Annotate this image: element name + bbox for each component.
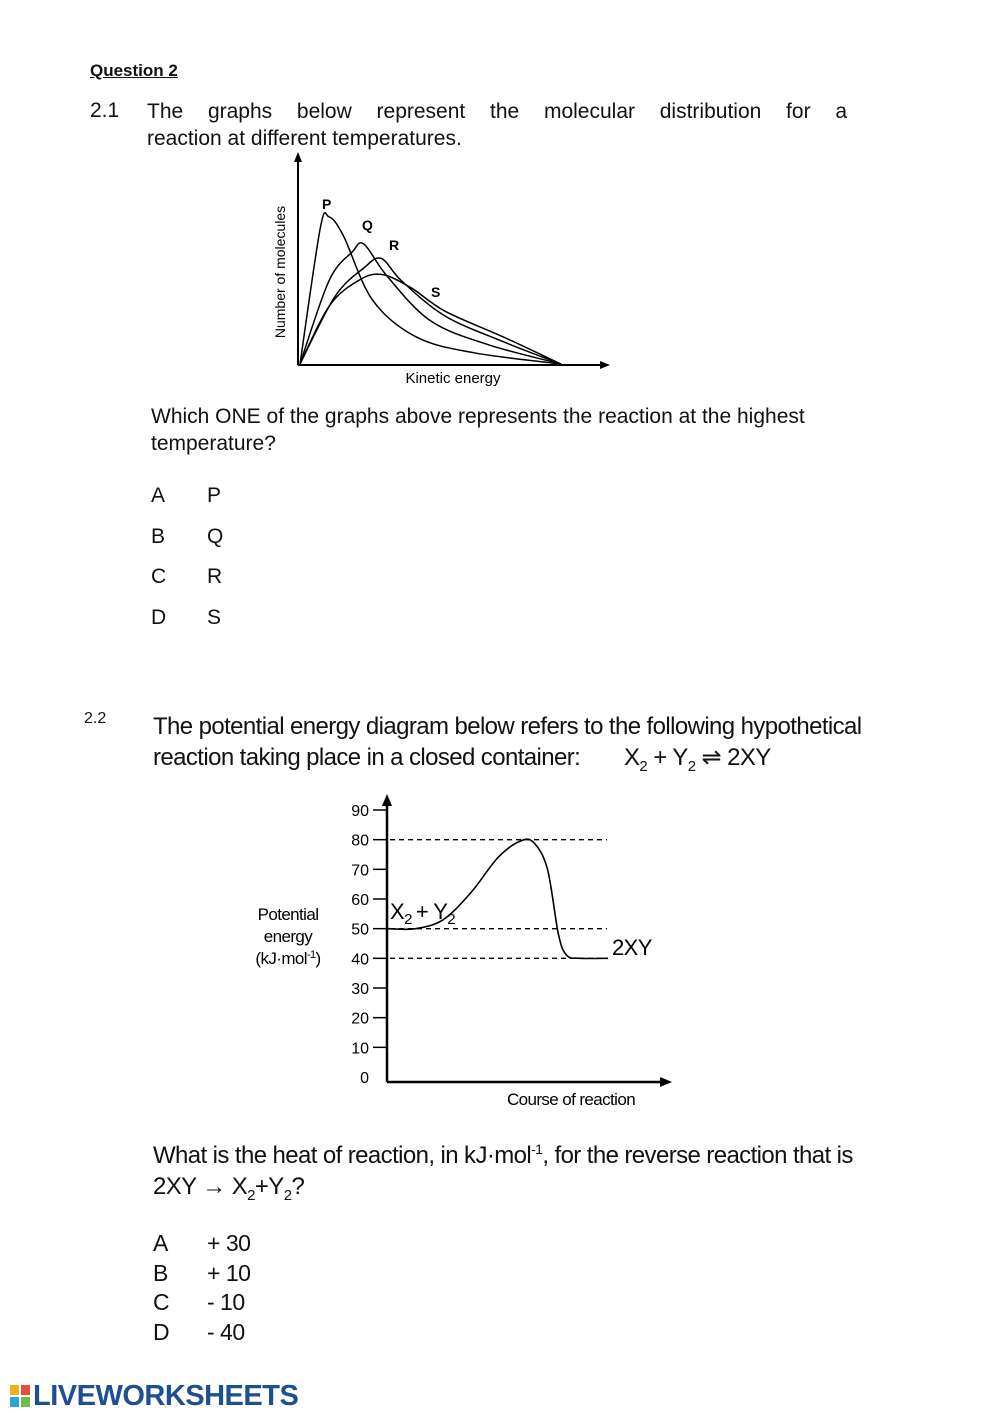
question-2-1-line2: reaction at different temperatures.	[147, 127, 462, 150]
eq-sub1: 2	[639, 757, 648, 775]
pe-y-tick-label: 70	[351, 862, 369, 880]
reverse-plus-y: +Y	[254, 1173, 284, 1200]
question-heading: Question 2	[90, 61, 178, 80]
reverse-sub1: 2	[247, 1186, 255, 1204]
question-2-1-number: 2.1	[90, 99, 120, 122]
potential-energy-chart	[245, 790, 685, 1115]
option-2-2-c[interactable]	[153, 1289, 245, 1316]
eq-product: 2XY	[727, 744, 771, 771]
pe-y-label-line2: energy	[263, 927, 313, 946]
equilibrium-arrow-icon: ⇌	[701, 744, 722, 771]
question-2-2-line1: The potential energy diagram below refers to the following hypothetical	[153, 713, 862, 740]
pe-y-tick-label: 90	[351, 803, 369, 820]
pe-y-tick-label: 50	[351, 921, 369, 939]
option-text: - 40	[207, 1319, 245, 1345]
logo-mark-icon	[10, 1385, 30, 1407]
option-text: - 10	[207, 1289, 245, 1315]
pe-product-label: 2XY	[612, 935, 652, 960]
reaction-equation	[624, 743, 771, 775]
option-2-1-c[interactable]	[151, 565, 222, 589]
curve-label-s: S	[431, 284, 441, 300]
option-letter: C	[151, 565, 167, 588]
option-2-2-d[interactable]	[153, 1319, 245, 1346]
eq-x: X	[624, 744, 640, 771]
option-2-2-b[interactable]	[153, 1260, 250, 1287]
curve-label-p: P	[322, 196, 332, 212]
option-2-2-a[interactable]	[153, 1230, 250, 1257]
option-2-1-d[interactable]	[151, 606, 221, 630]
pe-y-tick-label: 10	[351, 1040, 369, 1058]
question-2-2-line2: reaction taking place in a closed container:	[153, 744, 581, 771]
question-2-1-prompt-line1: Which ONE of the graphs above represents the reaction at the highest	[151, 405, 805, 428]
option-letter: C	[153, 1289, 170, 1315]
pe-x-arrow	[660, 1077, 672, 1087]
pe-y-tick-label: 0	[360, 1070, 369, 1087]
distribution-chart	[260, 150, 630, 390]
option-letter: A	[151, 484, 166, 507]
prompt-superscript: -1	[531, 1141, 543, 1157]
option-text: S	[207, 606, 222, 629]
option-letter: D	[151, 606, 167, 629]
prompt-part1: What is the heat of reaction, in kJ·mol	[153, 1142, 532, 1169]
distribution-y-label: Number of molecules	[272, 205, 288, 339]
pe-y-tick-label: 60	[351, 892, 369, 909]
question-2-2-prompt-line2	[153, 1173, 304, 1204]
option-2-1-a[interactable]	[151, 484, 221, 508]
liveworksheets-logo[interactable]	[10, 1380, 298, 1413]
pe-y-tick-label: 30	[351, 981, 369, 998]
reverse-sub2: 2	[283, 1186, 292, 1204]
option-text: + 30	[207, 1230, 251, 1256]
right-arrow-icon: →	[202, 1173, 226, 1200]
option-letter: B	[153, 1260, 168, 1286]
prompt-part2: , for the reverse reaction that is	[542, 1142, 853, 1169]
option-text: + 10	[207, 1260, 251, 1286]
question-2-2-prompt-line1	[153, 1141, 853, 1170]
distribution-curve-r	[300, 258, 561, 364]
curve-label-q: Q	[362, 217, 373, 233]
curve-label-r: R	[389, 237, 400, 253]
pe-y-label-line3: (kJ·mol$^{-1}$)	[255, 949, 321, 968]
pe-y-tick-label: 20	[351, 1010, 369, 1028]
eq-sub2: 2	[687, 757, 696, 775]
option-text: P	[207, 484, 222, 507]
pe-y-tick-label: 80	[351, 832, 369, 850]
pe-y-tick-label: 40	[351, 951, 369, 969]
question-2-1-prompt-line2: temperature?	[151, 432, 276, 455]
reverse-question-mark: ?	[291, 1173, 305, 1200]
option-text: R	[207, 565, 223, 588]
eq-plus-y: + Y	[653, 744, 688, 771]
question-2-1-line1: The graphs below represent the molecular distribution for a	[147, 100, 847, 123]
option-text: Q	[207, 525, 224, 548]
reverse-reactant: 2XY	[153, 1173, 197, 1200]
pe-y-label-line1: Potential	[257, 905, 319, 924]
distribution-x-arrow	[600, 361, 610, 369]
option-letter: A	[153, 1230, 168, 1256]
pe-y-arrow	[382, 794, 392, 806]
logo-text: LIVEWORKSHEETS	[33, 1380, 299, 1412]
option-letter: D	[153, 1319, 170, 1345]
pe-x-label: Course of reaction	[506, 1090, 636, 1109]
pe-reactant-label: $X_2 + Y_2$	[390, 899, 456, 928]
reverse-product-x: X	[231, 1173, 248, 1200]
option-2-1-b[interactable]	[151, 525, 223, 549]
distribution-y-arrow	[294, 152, 302, 162]
option-letter: B	[151, 525, 166, 548]
question-2-2-number: 2.2	[84, 710, 107, 727]
distribution-x-label: Kinetic energy	[405, 370, 501, 387]
